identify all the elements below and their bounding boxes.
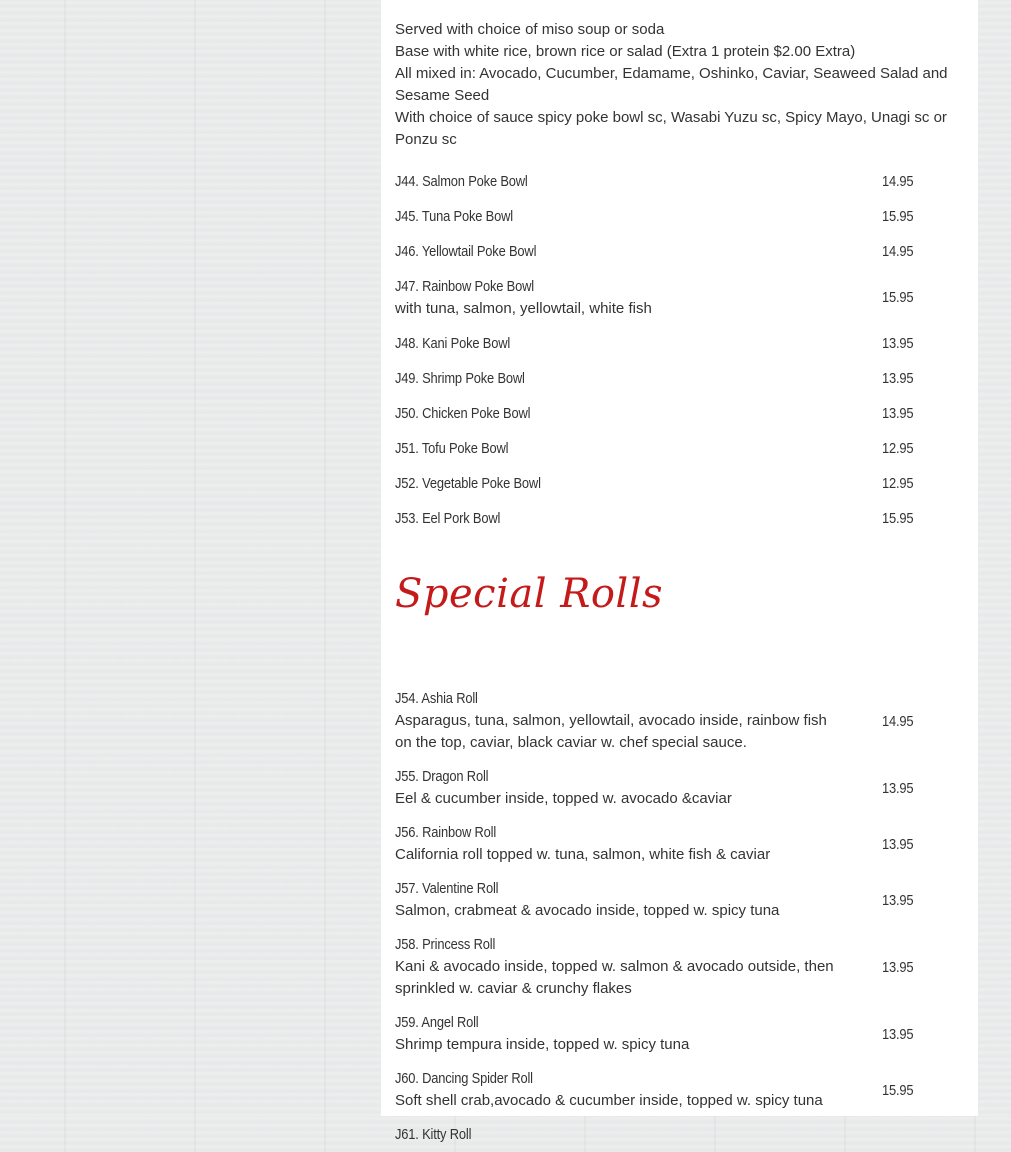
menu-item (395, 682, 955, 760)
item-description: Shrimp tempura inside, topped w. spicy tuna (395, 1036, 690, 1053)
item-price: 13.95 (882, 370, 914, 387)
intro-line: Base with white rice, brown rice or salad (Extra 1 protein $2.00 Extra) (395, 43, 856, 60)
menu-item (395, 1006, 955, 1062)
item-price: 15.95 (882, 208, 914, 225)
item-name: J56. Rainbow Roll (395, 824, 497, 841)
item-price: 13.95 (882, 835, 914, 853)
item-name: J53. Eel Pork Bowl (395, 509, 501, 527)
item-price: 13.95 (882, 779, 914, 797)
item-description: Asparagus, tuna, salmon, yellowtail, avocado inside, rainbow fish on the top, caviar, black caviar w. chef special sauce. (395, 712, 827, 751)
item-price: 15.95 (882, 289, 914, 306)
intro-line: Served with choice of miso soup or soda (395, 21, 665, 38)
item-price: 14.95 (882, 173, 914, 190)
item-description: Soft shell crab,avocado & cucumber inside, topped w. spicy tuna (395, 1092, 823, 1109)
item-description: Eel & cucumber inside, topped w. avocado &caviar (395, 790, 732, 807)
menu-item (395, 269, 955, 326)
item-name: J60. Dancing Spider Roll (395, 1070, 533, 1087)
menu-item (395, 501, 955, 536)
menu-item (395, 1118, 955, 1152)
item-description: with tuna, salmon, yellowtail, white fish (395, 299, 652, 317)
item-name: J57. Valentine Roll (395, 880, 499, 897)
item-description: Salmon, crabmeat & avocado inside, topped w. spicy tuna (395, 902, 780, 919)
item-name: J54. Ashia Roll (395, 690, 478, 707)
item-name: J59. Angel Roll (395, 1014, 479, 1031)
menu-item (395, 199, 955, 234)
item-price: 12.95 (882, 440, 914, 457)
item-price: 13.95 (882, 891, 914, 909)
item-name: J47. Rainbow Poke Bowl (395, 277, 534, 295)
intro-line: With choice of sauce spicy poke bowl sc, Wasabi Yuzu sc, Spicy Mayo, Unagi sc or Ponzu sc (395, 109, 947, 148)
menu-item (395, 1062, 955, 1118)
item-name: J58. Princess Roll (395, 936, 496, 953)
item-name: J49. Shrimp Poke Bowl (395, 369, 525, 387)
item-price: 13.95 (882, 958, 914, 976)
menu-item (395, 326, 955, 361)
menu-item (395, 872, 955, 928)
menu-content (395, 0, 995, 1152)
item-name: J46. Yellowtail Poke Bowl (395, 242, 537, 260)
poke-intro (395, 0, 955, 151)
item-price: 15.95 (882, 1081, 914, 1099)
menu-item (395, 928, 955, 1006)
item-price: 14.95 (882, 712, 914, 730)
item-name: J48. Kani Poke Bowl (395, 334, 511, 352)
item-name: J45. Tuna Poke Bowl (395, 207, 513, 225)
menu-item (395, 816, 955, 872)
item-description: California roll topped w. tuna, salmon, white fish & caviar (395, 846, 771, 863)
special-rolls-list (395, 682, 995, 1152)
item-price: 15.95 (882, 510, 914, 527)
menu-item (395, 431, 955, 466)
section-title: Special Rolls (395, 571, 664, 617)
item-name: J55. Dragon Roll (395, 768, 489, 785)
item-price: 14.95 (882, 243, 914, 260)
item-name: J52. Vegetable Poke Bowl (395, 474, 541, 492)
menu-item (395, 760, 955, 816)
intro-line: All mixed in: Avocado, Cucumber, Edamame, Oshinko, Caviar, Seaweed Salad and Sesame Seed (395, 65, 948, 104)
item-price: 12.95 (882, 475, 914, 492)
poke-bowl-list (395, 164, 995, 536)
menu-item (395, 361, 955, 396)
item-price: 13.95 (882, 405, 914, 422)
item-name: J61. Kitty Roll (395, 1126, 472, 1143)
item-price: 13.95 (882, 1025, 914, 1043)
menu-item (395, 396, 955, 431)
item-name: J44. Salmon Poke Bowl (395, 172, 528, 190)
menu-item (395, 466, 955, 501)
item-name: J50. Chicken Poke Bowl (395, 404, 531, 422)
menu-item (395, 164, 955, 199)
item-price: 13.95 (882, 335, 914, 352)
item-description: Kani & avocado inside, topped w. salmon & avocado outside, then sprinkled w. caviar & crunchy flakes (395, 958, 834, 997)
menu-item (395, 234, 955, 269)
item-name: J51. Tofu Poke Bowl (395, 439, 509, 457)
